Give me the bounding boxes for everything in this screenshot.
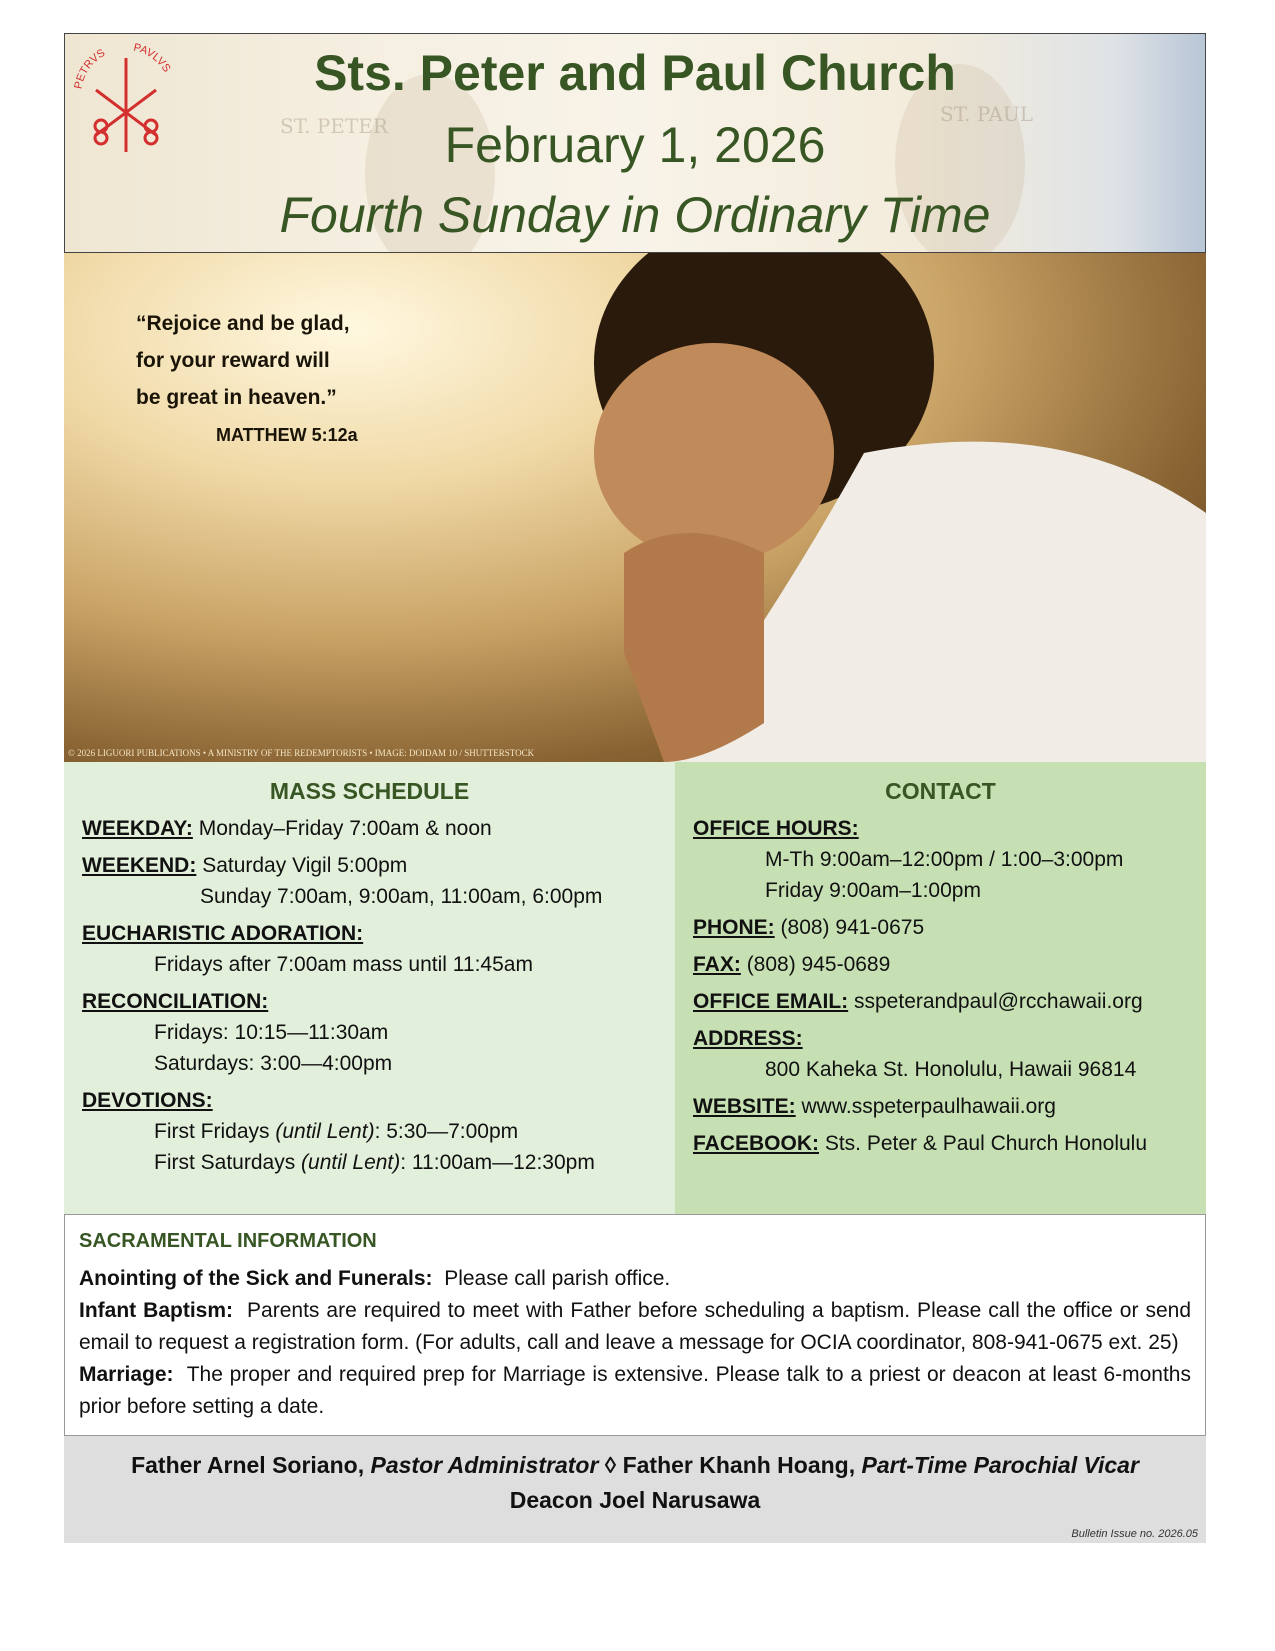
cover-photo — [64, 253, 1206, 762]
contact-panel — [675, 762, 1206, 1214]
address-value: 800 Kaheka St. Honolulu, Hawaii 96814 — [765, 1058, 1137, 1081]
weekday-times: Monday–Friday 7:00am & noon — [198, 817, 492, 840]
clergy-line — [64, 1448, 1206, 1483]
weekday-label: WEEKDAY: — [82, 817, 193, 840]
devotion-first-fridays — [82, 1116, 657, 1147]
bulletin-issue-number: Bulletin Issue no. 2026.05 — [1071, 1528, 1198, 1540]
devotion-note: (until Lent) — [301, 1151, 401, 1174]
adoration-label: EUCHARISTIC ADORATION: — [82, 922, 364, 945]
office-hours-weekdays: M-Th 9:00am–12:00pm / 1:00–3:00pm — [765, 848, 1124, 871]
sacrament-item — [79, 1295, 1191, 1359]
church-name: Sts. Peter and Paul Church — [314, 45, 956, 101]
svg-text:PETRVS: PETRVS — [72, 47, 108, 90]
email-label: OFFICE EMAIL: — [693, 990, 849, 1013]
reconciliation-friday: Fridays: 10:15—11:30am — [154, 1021, 389, 1044]
contact-title: CONTACT — [885, 778, 996, 804]
quote-line: “Rejoice and be glad, — [136, 312, 350, 335]
pastor-title: Pastor Administrator — [370, 1452, 599, 1478]
image-credit: © 2026 LIGUORI PUBLICATIONS • A MINISTRY OF THE REDEMPTORISTS • IMAGE: DOIDAM 10 / SHUTTERSTOCK — [68, 748, 535, 758]
mass-schedule-panel — [64, 762, 675, 1214]
devotion-time: : 5:30—7:00pm — [374, 1120, 519, 1143]
sacrament-label: Infant Baptism: — [79, 1299, 234, 1322]
scripture-reference: MATTHEW 5:12a — [216, 425, 358, 445]
office-hours-label: OFFICE HOURS: — [693, 817, 859, 840]
quote-line: be great in heaven.” — [136, 386, 337, 409]
pastor-name: Father Arnel Soriano, — [131, 1452, 371, 1478]
bulletin-page — [64, 33, 1206, 1543]
email-link[interactable]: sspeterandpaul@rcchawaii.org — [854, 990, 1143, 1013]
adoration-times: Fridays after 7:00am mass until 11:45am — [154, 953, 533, 976]
weekend-label: WEEKEND: — [82, 854, 197, 877]
office-hours-friday: Friday 9:00am–1:00pm — [765, 879, 981, 902]
reconciliation-label: RECONCILIATION: — [82, 990, 269, 1013]
devotion-first-saturdays — [82, 1147, 657, 1178]
st-paul-label: ST. PAUL — [940, 102, 1034, 126]
st-peter-label: ST. PETER — [280, 114, 388, 138]
vicar-name: Father Khanh Hoang, — [622, 1452, 862, 1478]
mass-schedule-title: MASS SCHEDULE — [269, 778, 470, 804]
fax-label: FAX: — [693, 953, 741, 976]
bulletin-header — [64, 33, 1206, 253]
sacramental-title: SACRAMENTAL INFORMATION — [79, 1230, 377, 1252]
deacon-name: Deacon Joel Narusawa — [509, 1487, 761, 1513]
sacramental-info — [64, 1214, 1206, 1436]
reconciliation-saturday: Saturdays: 3:00—4:00pm — [154, 1052, 393, 1075]
weekend-sunday: Sunday 7:00am, 9:00am, 11:00am, 6:00pm — [200, 885, 603, 908]
clergy-footer — [64, 1436, 1206, 1543]
quote-line: for your reward will — [136, 349, 330, 372]
facebook-label: FACEBOOK: — [693, 1132, 819, 1155]
bulletin-date: February 1, 2026 — [444, 117, 826, 173]
sacrament-text: Please call parish office. — [444, 1267, 671, 1290]
phone-label: PHONE: — [693, 916, 775, 939]
sacrament-label: Anointing of the Sick and Funerals: — [79, 1267, 433, 1290]
sacrament-item — [79, 1359, 1191, 1423]
liturgical-day: Fourth Sunday in Ordinary Time — [279, 187, 991, 243]
devotion-note: (until Lent) — [275, 1120, 375, 1143]
sacrament-item — [79, 1263, 1191, 1295]
devotion-name: First Fridays — [154, 1120, 276, 1143]
devotions-label: DEVOTIONS: — [82, 1089, 213, 1112]
weekend-vigil: Saturday Vigil 5:00pm — [202, 854, 408, 877]
facebook-link[interactable]: Sts. Peter & Paul Church Honolulu — [824, 1132, 1148, 1155]
devotion-time: : 11:00am—12:30pm — [400, 1151, 595, 1174]
website-label: WEBSITE: — [693, 1095, 796, 1118]
sacrament-text: The proper and required prep for Marriage is extensive. Please talk to a priest or deacon at least 6-months prior before setting a date. — [79, 1363, 1191, 1418]
address-label: ADDRESS: — [693, 1027, 803, 1050]
sacrament-text: Parents are required to meet with Father before scheduling a baptism. Please call the office or send email to request a registration form. (For adults, call and leave a message for OCIA coordinator, 808-941-0675 ext. 25) — [79, 1299, 1192, 1354]
sacrament-label: Marriage: — [79, 1363, 174, 1386]
devotion-name: First Saturdays — [154, 1151, 302, 1174]
phone-number[interactable]: (808) 941-0675 — [780, 916, 925, 939]
scripture-quote — [136, 305, 350, 416]
vicar-title: Part-Time Parochial Vicar — [861, 1452, 1139, 1478]
fax-number: (808) 945-0689 — [746, 953, 891, 976]
website-link[interactable]: www.sspeterpaulhawaii.org — [801, 1095, 1056, 1118]
svg-text:PAVLVS: PAVLVS — [132, 41, 173, 75]
diamond-separator-icon: ◊ — [604, 1452, 617, 1478]
